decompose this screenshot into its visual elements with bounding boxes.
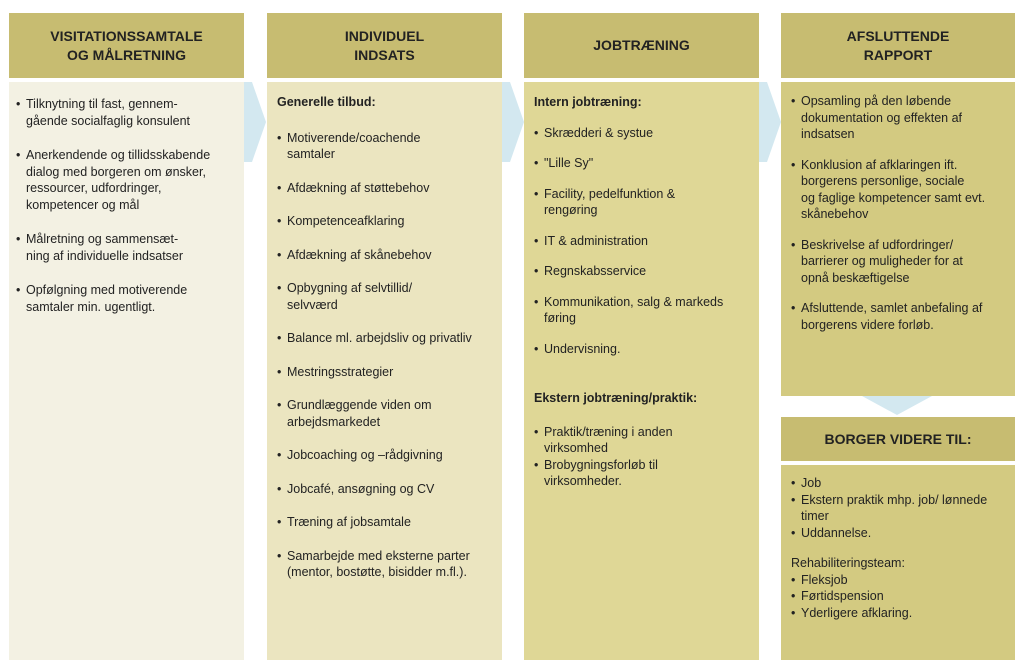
list-item: • Førtidspension (791, 588, 1009, 605)
subtitle: Intern jobtræning: (534, 95, 642, 109)
item-list (791, 475, 1009, 541)
list-item: • "Lille Sy" (534, 155, 751, 172)
subtitle: Ekstern jobtræning/praktik: (534, 391, 698, 405)
list-item: • Samarbejde med eksterne parter (mentor, bostøtte, bisidder m.fl.). (277, 548, 494, 581)
list-item: • Træning af jobsamtale (277, 514, 494, 531)
item-list (277, 130, 494, 581)
borger-body (781, 465, 1015, 660)
list-item: • Undervisning. (534, 341, 751, 358)
column-header (9, 13, 244, 78)
list-item: • Opfølgning med motiverende samtaler min. ugentligt. (16, 282, 234, 315)
column-body (524, 82, 759, 660)
list-item: • Opsamling på den løbende dokumentation og effekten af indsatsen (791, 93, 1009, 143)
item-list (791, 572, 1009, 622)
column-header-text: AFSLUTTENDE RAPPORT (846, 27, 950, 63)
column-body (267, 82, 502, 660)
list-item: • Mestringsstrategier (277, 364, 494, 381)
list-item: • Jobcafé, ansøgning og CV (277, 481, 494, 498)
list-item: • Kompetenceafklaring (277, 213, 494, 230)
list-item: • Job (791, 475, 1009, 492)
arrow-down-icon (862, 396, 932, 415)
list-item: • Motiverende/coachende samtaler (277, 130, 494, 163)
list-item: • Konklusion af afklaringen ift. borgerens personlige, sociale og faglige kompetencer samt evt. skånebehov (791, 157, 1009, 223)
list-item: • Ekstern praktik mhp. job/ lønnede timer (791, 492, 1009, 525)
list-item: • Jobcoaching og –rådgivning (277, 447, 494, 464)
column-header-text: INDIVIDUEL INDSATS (344, 27, 425, 63)
column-header (781, 13, 1015, 78)
list-item: • Uddannelse. (791, 525, 1009, 542)
list-item: • Anerkendende og tillidsskabende dialog med borgeren om ønsker, ressourcer, udfordringer, kompetencer og mål (16, 147, 234, 213)
list-item: • Beskrivelse af udfordringer/ barrierer og muligheder for at opnå beskæftigelse (791, 237, 1009, 287)
list-item: • Tilknytning til fast, gennem- gående socialfaglig konsulent (16, 96, 234, 129)
list-item: • Fleksjob (791, 572, 1009, 589)
list-item: • Brobygningsforløb til virksomheder. (534, 457, 751, 490)
list-item: • IT & administration (534, 233, 751, 250)
column-body (781, 82, 1015, 396)
list-item: • Kommunikation, salg & markeds føring (534, 294, 751, 327)
item-list (534, 125, 751, 358)
arrow-right-icon (244, 82, 266, 162)
list-item: • Skrædderi & systue (534, 125, 751, 142)
column-header (524, 13, 759, 78)
list-item: • Afdækning af støttebehov (277, 180, 494, 197)
list-item: • Afsluttende, samlet anbefaling af borgerens videre forløb. (791, 300, 1009, 333)
item-list (16, 96, 234, 315)
rehab-label: Rehabiliteringsteam: (791, 556, 905, 570)
list-item: • Målretning og sammensæt- ning af individuelle indsatser (16, 231, 234, 264)
list-item: • Opbygning af selvtillid/ selvværd (277, 280, 494, 313)
column-header-text: JOBTRÆNING (593, 37, 690, 53)
arrow-right-icon (759, 82, 781, 162)
list-item: • Regnskabsservice (534, 263, 751, 280)
item-list (534, 424, 751, 490)
list-item: • Yderligere afklaring. (791, 605, 1009, 622)
subtitle: Generelle tilbud: (277, 95, 376, 109)
column-body (9, 82, 244, 660)
column-header-text: VISITATIONSSAMTALE OG MÅLRETNING (50, 27, 203, 63)
list-item: • Balance ml. arbejdsliv og privatliv (277, 330, 494, 347)
item-list (791, 93, 1009, 333)
list-item: • Facility, pedelfunktion & rengøring (534, 186, 751, 219)
borger-header-text: BORGER VIDERE TIL: (824, 430, 972, 447)
list-item: • Grundlæggende viden om arbejdsmarkedet (277, 397, 494, 430)
arrow-right-icon (502, 82, 524, 162)
borger-header (781, 417, 1015, 461)
list-item: • Praktik/træning i anden virksomhed (534, 424, 751, 457)
list-item: • Afdækning af skånebehov (277, 247, 494, 264)
column-header (267, 13, 502, 78)
